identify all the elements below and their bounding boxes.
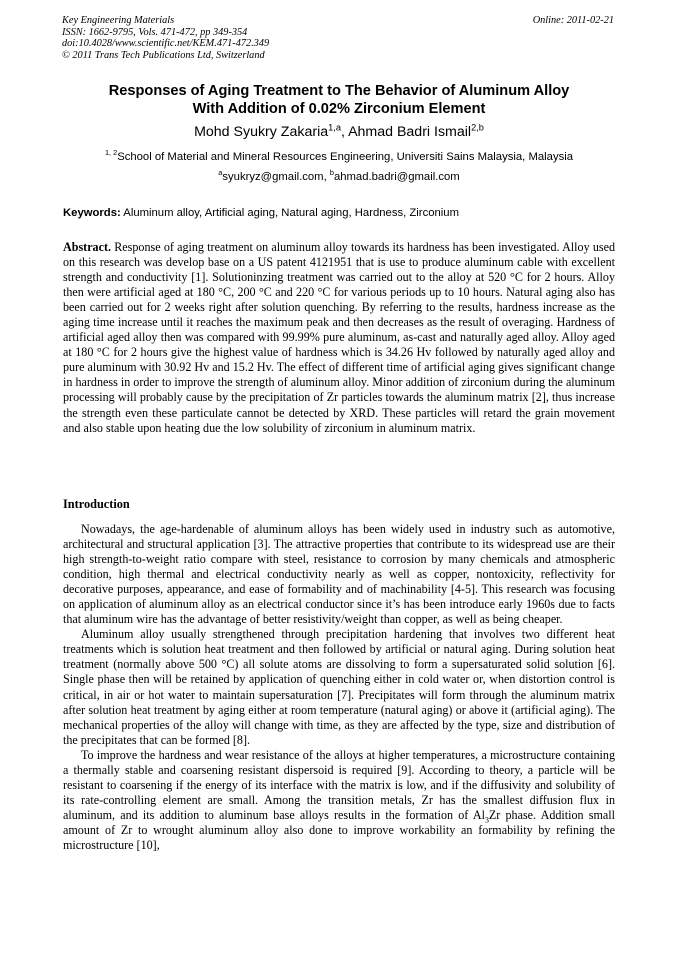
title-line-1: Responses of Aging Treatment to The Behavior of Aluminum Alloy — [108, 83, 570, 99]
keywords-label: Keywords: — [63, 207, 121, 219]
copyright-line: © 2011 Trans Tech Publications Ltd, Switzerland — [62, 49, 265, 61]
doi-line: doi:10.4028/www.scientific.net/KEM.471-472.349 — [62, 38, 270, 50]
author-1: Mohd Syukry Zakaria — [194, 124, 329, 140]
section-heading-introduction: Introduction — [63, 497, 130, 511]
author-separator: , — [340, 124, 349, 140]
email-a[interactable]: syukryz@gmail.com, — [222, 171, 330, 183]
author-1-sup: 1,a — [328, 122, 341, 133]
author-2: Ahmad Badri Ismail — [348, 124, 472, 140]
intro-paragraph-1: Nowadays, the age-hardenable of aluminum alloys has been widely used in industry such as automotive, architectural and structural application [3]. The attractive properties that contribute to its widespread use are their high strength-to-weight ratio compare with steel, resistance to corrosion by many chemicals and atmospheric condition, high thermal and electrical conductivity nearly as well as copper, nontoxicity, reflectivity for decorative purposes, appearance, and ease of formability and of machinability [4-5]. This research was focusing on application of aluminum alloy as an electrical conductor since it’s has been introduce early 1960s due to facts that aluminum wire has the advantage of better resistivity/weight than copper, as well as being cheaper. — [63, 522, 615, 627]
journal-name: Key Engineering Materials — [62, 15, 175, 26]
email-a-sup: a — [218, 168, 223, 178]
affiliation — [40, 150, 638, 164]
intro-paragraph-3 — [63, 748, 615, 853]
abstract — [63, 240, 615, 436]
author-list — [40, 123, 638, 141]
running-header — [62, 15, 614, 61]
affiliation-sup: 1, 2 — [104, 148, 118, 158]
intro-paragraph-3-b: Zr phase. Addition small amount of Zr to wrought aluminum alloy also done to improve workability an formability by refining the microstructure [10], — [63, 807, 615, 852]
intro-paragraph-3-a: To improve the hardness and wear resistance of the alloys at higher temperatures, a microstructure containing a thermally stable and coarsening resistant dispersoid is required [9]. According to theory, a particle will be resistant to coarsening if the energy of its interface with the matrix is low, and if the diffusivity and solubility of its rate-controlling element are small. Among the transition metals, Zr has the smallest diffusion flux in aluminum, and its addition to aluminum base alloys results in the formation of Al — [63, 747, 615, 822]
affiliation-text: School of Material and Mineral Resources Engineering, Universiti Sains Malaysia, Malaysia — [117, 151, 574, 163]
email-b[interactable]: ahmad.badri@gmail.com — [333, 171, 460, 183]
keywords-text: Aluminum alloy, Artificial aging, Natural aging, Hardness, Zirconium — [120, 207, 459, 219]
intro-paragraph-2: Aluminum alloy usually strengthened through precipitation hardening that involves two different heat treatments which is solution heat treatment and then followed by artificial or natural aging. During solution heat treatment (normally above 500 °C) all solute atoms are dissolving to form a supersaturated solid solution [6]. Single phase then will be retained by application of quenching either in cold water or, when distortion control is critical, in air or hot water to maintain supersaturation [7]. Precipitates will form through the aluminum matrix after solution heat treatment by aging either at room temperature (natural aging) or above it (artificial aging). The mechanical properties of the alloy will change with time, as they are affected by the type, size and distribution of the precipitates that can be formed [8]. — [63, 627, 615, 747]
author-2-sup: 2,b — [471, 122, 484, 133]
al3zr-subscript: 3 — [484, 815, 489, 825]
issn-line: ISSN: 1662-9795, Vols. 471-472, pp 349-354 — [62, 26, 248, 38]
abstract-label: Abstract. — [63, 240, 112, 254]
email-b-sup: b — [329, 168, 334, 178]
keywords — [63, 206, 615, 220]
abstract-text: Response of aging treatment on aluminum alloy towards its hardness has been investigated. Alloy used on this research was develop base on a US patent 4121951 that is use to produce aluminum cable with excellent strength and conductivity [1]. Solutioninzing treatment was carried out to the alloy at 520 °C for 2 hours. Alloy then were artificial aged at 180 °C, 200 °C and 220 °C for various periods up to 10 hours. Natural aging also has been carried out for 2 weeks right after solution quenching. By referring to the results, hardness increase as the aging time increase until it reaches the maximum peak and then decreases as the result of overaging. Hardness of artificial aged alloy then was compared with 99.99% pure aluminum, as-cast and naturally aged alloy. Alloy aged at 180 °C for 2 hours give the highest value of hardness which is 34.26 Hv followed by naturally aged alloy and pure aluminum with 30.92 Hv and 15.2 Hv. The effect of different time of artificial aging gives significant change in hardness in order to improve the strength of aluminum alloy. Minor addition of zirconium during the aluminum processing will probably cause by the precipitation of Zr particles towards the aluminum matrix [2], thus increase the strength even these particulate cannot be detected by XRD. These particles will retard the grain movement and also stable upon heating due the low solubility of zirconium in aluminum matrix. — [63, 240, 615, 435]
paper-title — [40, 83, 638, 118]
online-date: Online: 2011-02-21 — [532, 15, 614, 26]
introduction-body — [63, 522, 615, 853]
title-line-2: With Addition of 0.02% Zirconium Element — [192, 100, 486, 117]
author-emails — [40, 170, 638, 184]
